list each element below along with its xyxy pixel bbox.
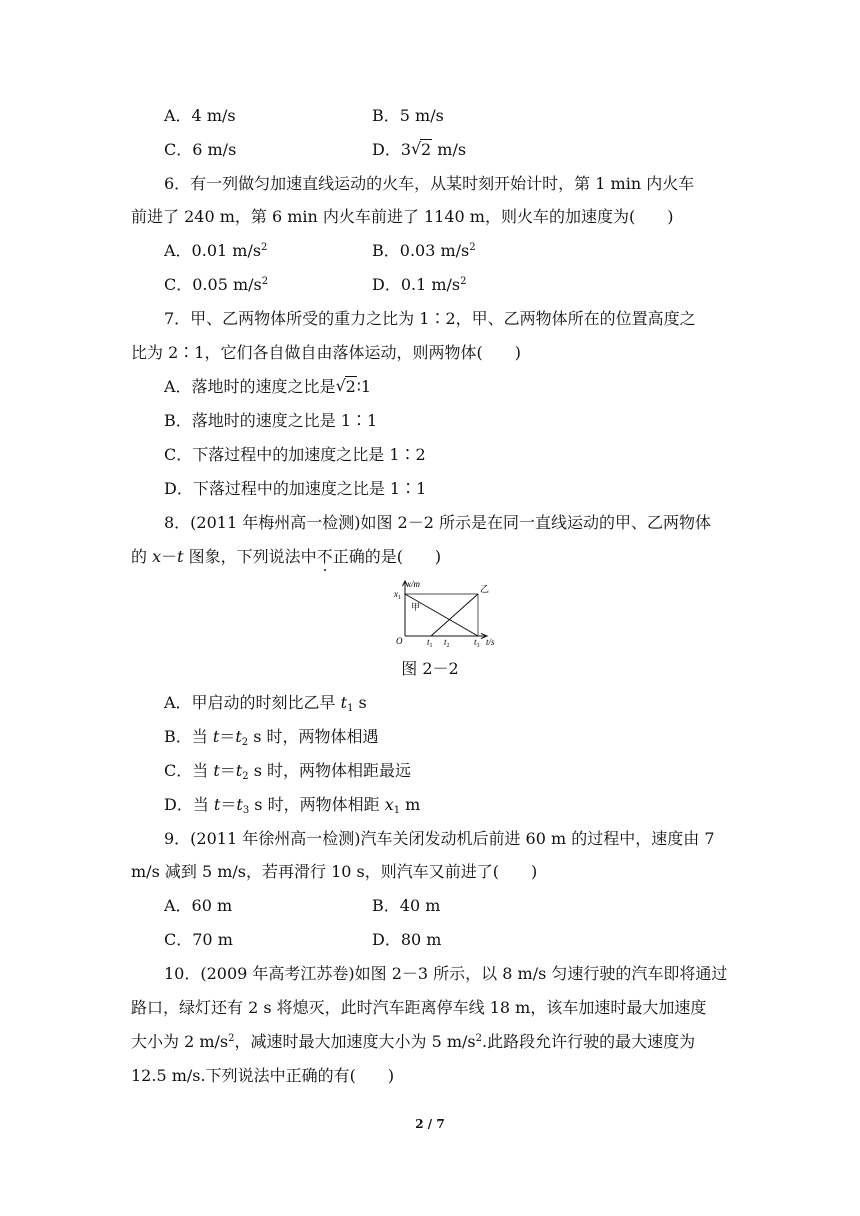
q6-option-b: B．0.03 $m/s^2$ (372, 241, 476, 260)
q7-stem-line1: 7．甲、乙两物体所受的重力之比为 1∶2，甲、乙两物体所在的位置高度之 (164, 309, 696, 328)
q9-option-a: A．60 m (164, 896, 233, 915)
q8-stem-line2: 的 x－t 图象，下列说法中不正确的是( ) (131, 547, 442, 566)
q7-stem-line2: 比为 2∶1，它们各自做自由落体运动，则两物体( ) (131, 343, 521, 362)
q9-stem-line1: 9．(2011 年徐州高一检测)汽车关闭发动机后前进 60 m 的过程中，速度由 7 (164, 829, 715, 848)
q9-option-b: B．40 m (372, 896, 441, 915)
q10-stem-line3: 大小为 2 $m/s^2$，减速时最大加速度大小为 5 $m/s^2$.此路段允许行驶的最大速度为 (131, 1032, 696, 1051)
q5-option-d: D．3√ 2 m/s (372, 140, 466, 160)
q7-option-b: B．落地时的速度之比是 1∶1 (164, 411, 378, 430)
q5-option-c: C．6 m/s (164, 140, 237, 159)
sqrt-symbol: √ 2 (336, 377, 357, 397)
t2-label: $t_2$ (444, 637, 450, 648)
y-axis-label: x/m (407, 579, 420, 589)
q5-option-a: A．4 m/s (164, 106, 236, 125)
yi-line (431, 594, 478, 636)
page-number: 2 / 7 (415, 1117, 445, 1131)
jia-line (405, 594, 478, 636)
q6-stem-line1: 6．有一列做匀加速直线运动的火车，从某时刻开始计时，第 1 min 内火车 (164, 174, 695, 193)
q7-option-a: A．落地时的速度之比是√ 2∶1 (164, 377, 371, 397)
q7-option-d: D．下落过程中的加速度之比是 1∶1 (164, 479, 427, 498)
q5-option-b: B．5 m/s (372, 106, 444, 125)
q6-option-c: C．0.05 $m/s^2$ (164, 275, 269, 294)
t1-label: $t_1$ (427, 637, 433, 648)
origin-label: O (396, 636, 403, 646)
q6-option-d: D．0.1 $m/s^2$ (372, 275, 467, 294)
t3-label: $t_3$ (474, 637, 480, 648)
q8-option-d: D．当 $t=t_3$ s 时，两物体相距 $x_1$ m (164, 795, 421, 816)
q9-option-c: C．70 m (164, 930, 233, 949)
emphasis-dot-text: 不 (316, 547, 333, 566)
q10-stem-line2: 路口，绿灯还有 2 s 将熄灭，此时汽车距离停车线 18 m，该车加速时最大加速度 (131, 998, 707, 1017)
q9-option-d: D．80 m (372, 930, 442, 949)
yi-label: 乙 (480, 584, 490, 594)
q6-option-a: A．0.01 $m/s^2$ (164, 241, 268, 260)
figure-caption: 图 2－2 (401, 659, 459, 678)
xt-graph-figure (394, 578, 504, 648)
q8-option-a: A．甲启动的时刻比乙早 $t_1$ s (164, 693, 367, 714)
sqrt-symbol: √ 2 (411, 140, 432, 160)
q9-stem-line2: m/s 减到 5 m/s，若再滑行 10 s，则汽车又前进了( ) (131, 862, 538, 881)
q6-stem-line2: 前进了 240 m，第 6 min 内火车前进了 1140 m，则火车的加速度为( ) (131, 207, 674, 226)
x1-label: $x_1$ (394, 589, 401, 601)
q7-option-c: C．下落过程中的加速度之比是 1∶2 (164, 445, 426, 464)
x-axis-label: t/s (486, 637, 495, 647)
q10-stem-line4: 12.5 m/s.下列说法中正确的有( ) (131, 1066, 395, 1085)
q10-stem-line1: 10．(2009 年高考江苏卷)如图 2－3 所示，以 8 m/s 匀速行驶的汽车即将通过 (164, 964, 728, 983)
q8-option-b: B．当 $t=t_2$ s 时，两物体相遇 (164, 727, 379, 748)
q8-stem-line1: 8．(2011 年梅州高一检测)如图 2－2 所示是在同一直线运动的甲、乙两物体 (164, 513, 712, 532)
jia-label: 甲 (411, 602, 421, 612)
q8-option-c: C．当 $t=t_2$ s 时，两物体相距最远 (164, 761, 411, 782)
